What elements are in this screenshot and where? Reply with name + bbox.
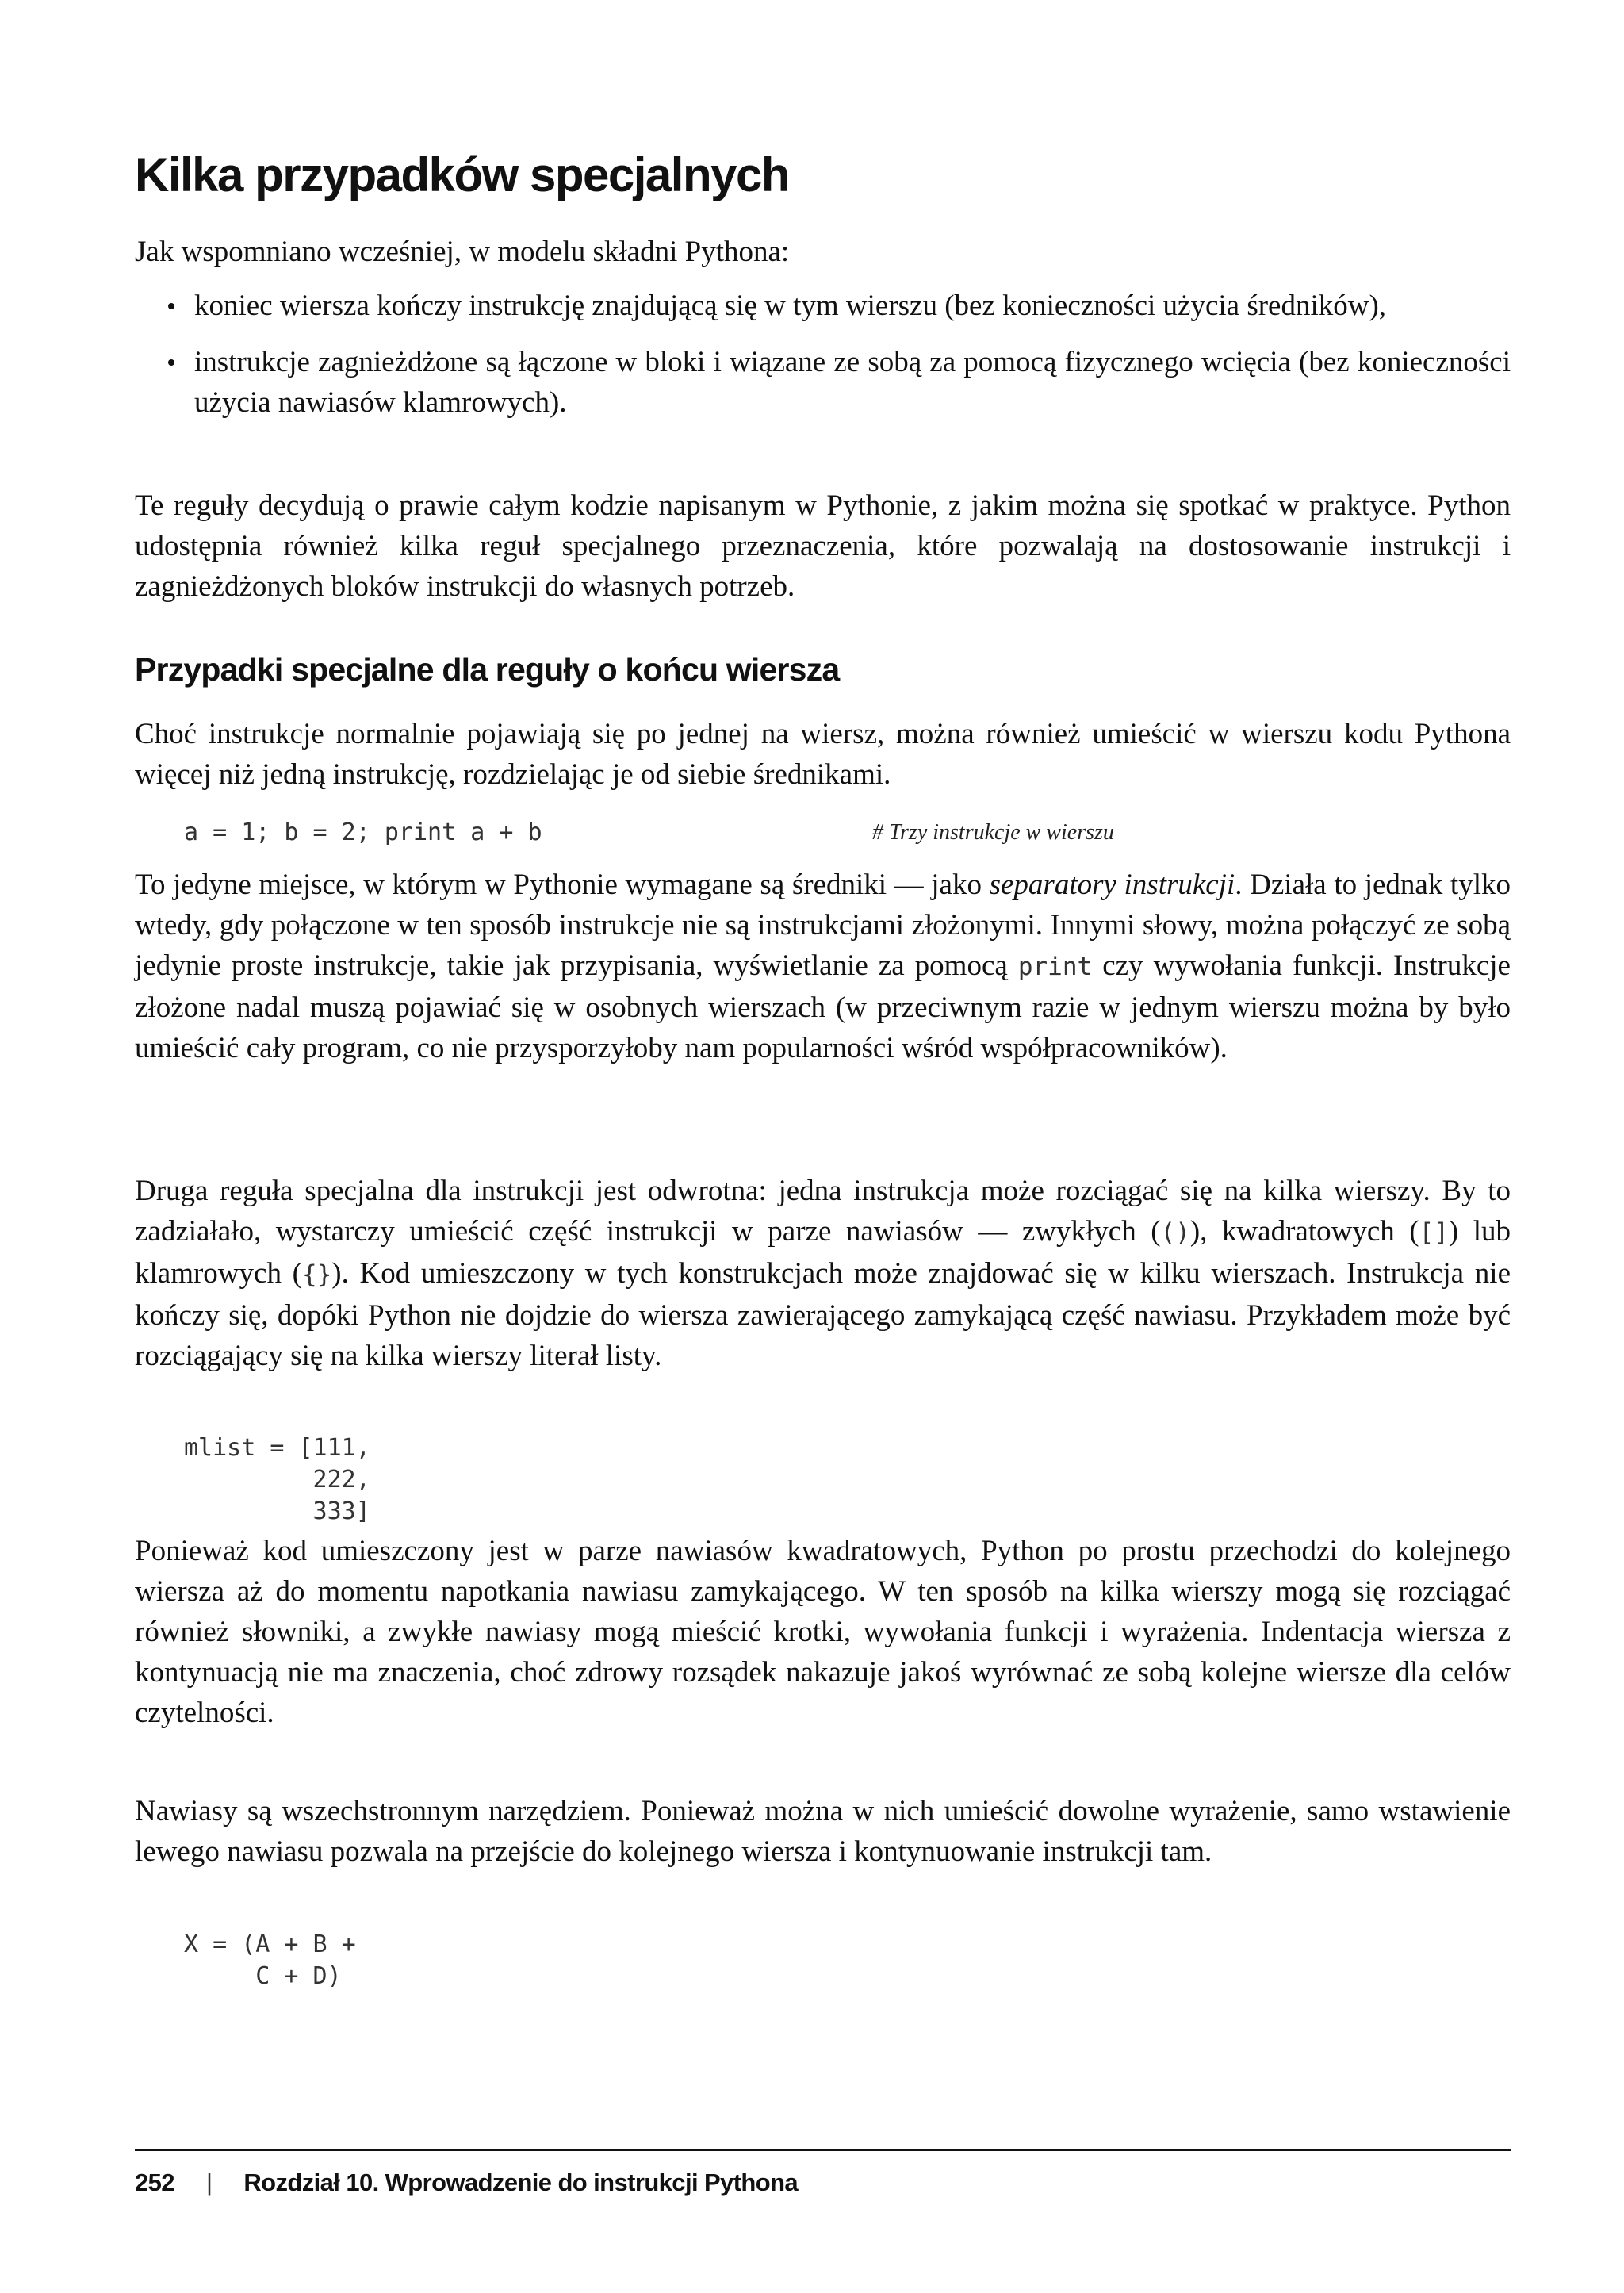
intro-paragraph: Jak wspomniano wcześniej, w modelu składni Pythona: xyxy=(135,236,790,268)
brackets-paragraph: Druga reguła specjalna dla instrukcji jest odwrotna: jedna instrukcja może rozciągać się na kilka wierszy. By to zadziałało, wystarczy umieścić część instrukcji w parze nawiasów — zwykłych (()), kwadratowych ([]) lub klamrowych ({}). Kod umieszczony w tych konstrukcjach może znajdować się w kilku wierszach. Instrukcja nie kończy się, dopóki Python nie dojdzie do wiersza zawierającego zamykającą część nawiasu. Przykładem może być rozciągający się na kilka wierszy literał listy. xyxy=(135,1175,1511,1372)
page-footer xyxy=(135,2168,798,2197)
parens-paragraph: Nawiasy są wszechstronnym narzędziem. Ponieważ można w nich umieścić dowolne wyrażenie, samo wstawienie lewego nawiasu pozwala na przejście do kolejnego wiersza i kontynuowanie instrukcji tam. xyxy=(135,1795,1511,1868)
code-comment: # Trzy instrukcje w wierszu xyxy=(872,820,1114,845)
footer-separator: | xyxy=(205,2168,213,2196)
separators-paragraph: To jedyne miejsce, w którym w Pythonie wymagane są średniki — jako separatory instrukcji. Działa to jednak tylko wtedy, gdy połączone w ten sposób instrukcje nie są instrukcjami złożonymi. Innymi słowy, można połączyć ze sobą jedynie proste instrukcje, takie jak przypisania, wyświetlanie za pomocą print czy wywołania funkcji. Instrukcje złożone nadal muszą pojawiać się w osobnych wierszach (w przeciwnym razie w jednym wierszu można by było umieścić cały program, co nie przysporzyłoby nam popularności wśród współpracowników). xyxy=(135,869,1511,1064)
footer-divider xyxy=(135,2149,1511,2151)
list-item: koniec wiersza kończy instrukcję znajdującą się w tym wierszu (bez konieczności użycia średników), xyxy=(135,286,1511,326)
semicolon-paragraph: Choć instrukcje normalnie pojawiają się po jednej na wiersz, można również umieścić w wierszu kodu Pythona więcej niż jedną instrukcję, rozdzielając je od siebie średnikami. xyxy=(135,718,1511,791)
rules-list xyxy=(135,286,1511,439)
code-example-parens: X = (A + B + C + D) xyxy=(184,1931,356,1990)
bullet-icon xyxy=(168,359,174,366)
rules-paragraph: Te reguły decydują o prawie całym kodzie napisanym w Pythonie, z jakim można się spotkać w praktyce. Python udostępnia również kilka reguł specjalnego przeznaczenia, które pozwalają na dostosowanie instrukcji i zagnieżdżonych bloków instrukcji do własnych potrzeb. xyxy=(135,489,1511,603)
list-item: instrukcje zagnieżdżone są łączone w bloki i wiązane ze sobą za pomocą fizycznego wcięcia (bez konieczności użycia nawiasów klamrowych). xyxy=(135,342,1511,423)
subsection-heading: Przypadki specjalne dla reguły o końcu wiersza xyxy=(135,651,840,688)
chapter-title: Rozdział 10. Wprowadzenie do instrukcji Pythona xyxy=(243,2168,799,2196)
page-number: 252 xyxy=(135,2168,174,2196)
code-example-semicolons: a = 1; b = 2; print a + b xyxy=(184,819,542,846)
continuation-paragraph: Ponieważ kod umieszczony jest w parze nawiasów kwadratowych, Python po prostu przechodzi do kolejnego wiersza aż do momentu napotkania nawiasu zamykającego. W ten sposób na kilka wierszy mogą się rozciągać również słowniki, a zwykłe nawiasy mogą mieścić krotki, wywołania funkcji i wyrażenia. Indentacja wiersza z kontynuacją nie ma znaczenia, choć zdrowy rozsądek nakazuje jakoś wyrównać ze sobą kolejne wiersze dla celów czytelności. xyxy=(135,1535,1511,1729)
section-heading: Kilka przypadków specjalnych xyxy=(135,148,789,201)
code-example-list: mlist = [111, 222, 333] xyxy=(184,1434,370,1525)
bullet-icon xyxy=(168,303,174,309)
